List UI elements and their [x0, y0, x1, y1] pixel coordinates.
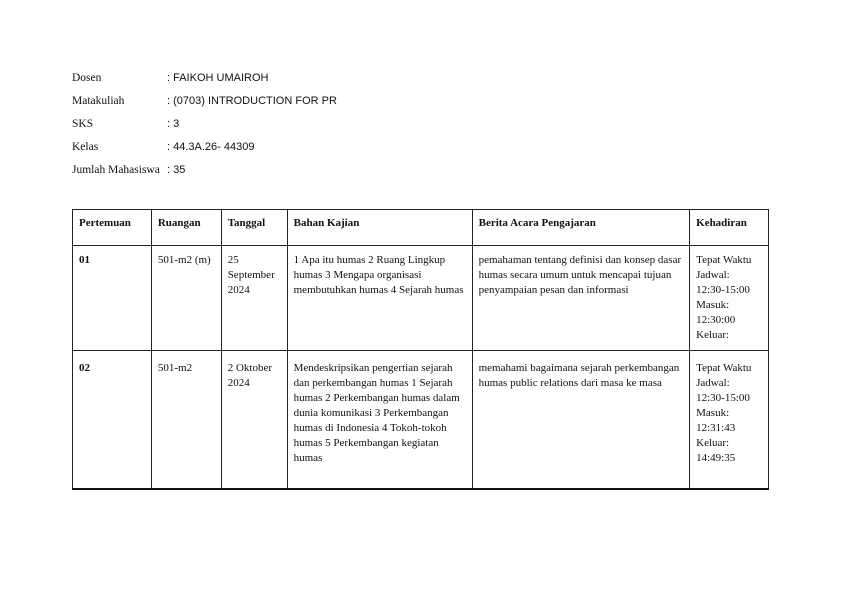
check-in-label: Masuk:	[696, 407, 730, 419]
info-sks	[72, 117, 337, 140]
cell-berita-acara: memahami bagaimana sejarah perkembangan humas public relations dari masa ke masa	[472, 351, 690, 490]
check-out-label: Keluar:	[696, 437, 730, 449]
info-value: : FAIKOH UMAIROH	[167, 72, 269, 84]
info-label: Jumlah Mahasiswa	[72, 164, 160, 176]
cell-pertemuan: 02	[73, 351, 152, 490]
header-tanggal: Tanggal	[221, 210, 287, 246]
table-header-row	[73, 210, 769, 246]
cell-tanggal: 25 September 2024	[221, 246, 287, 351]
schedule-label: Jadwal:	[696, 269, 730, 281]
header-ruangan: Ruangan	[151, 210, 221, 246]
attendance-status: Tepat Waktu	[696, 362, 752, 374]
table-row	[73, 351, 769, 490]
table-row	[73, 246, 769, 351]
info-value: : 44.3A.26- 44309	[167, 141, 255, 153]
cell-ruangan: 501-m2	[151, 351, 221, 490]
check-in-label: Masuk:	[696, 299, 730, 311]
cell-bahan-kajian: Mendeskripsikan pengertian sejarah dan perkembangan humas 1 Sejarah humas 2 Perkembangan humas dalam dunia komunikasi 3 Perkembangan humas di Indonesia 4 Tokoh-tokoh humas 5 Perkembangan kegiatan humas	[287, 351, 472, 490]
check-in-value: 12:30:00	[696, 314, 736, 326]
info-jumlah	[72, 163, 337, 186]
check-out-label: Keluar:	[696, 329, 730, 341]
info-label: Dosen	[72, 72, 102, 84]
cell-bahan-kajian: 1 Apa itu humas 2 Ruang Lingkup humas 3 Mengapa organisasi membutuhkan humas 4 Sejarah humas	[287, 246, 472, 351]
attendance-table	[72, 209, 769, 490]
check-out-value: 14:49:35	[696, 452, 736, 464]
info-value: : 35	[167, 164, 186, 176]
info-kelas	[72, 140, 337, 163]
check-in-value: 12:31:43	[696, 422, 736, 434]
schedule-value: 12:30-15:00	[696, 392, 750, 404]
cell-berita-acara: pemahaman tentang definisi dan konsep dasar humas secara umum untuk mencapai tujuan penyampaian pesan dan informasi	[472, 246, 690, 351]
cell-kehadiran	[690, 351, 769, 490]
schedule-value: 12:30-15:00	[696, 284, 750, 296]
info-matakuliah	[72, 94, 337, 117]
course-info	[72, 71, 337, 186]
info-value: : (0703) INTRODUCTION FOR PR	[167, 95, 337, 107]
schedule-label: Jadwal:	[696, 377, 730, 389]
cell-kehadiran	[690, 246, 769, 351]
cell-tanggal: 2 Oktober 2024	[221, 351, 287, 490]
header-kehadiran: Kehadiran	[690, 210, 769, 246]
attendance-status: Tepat Waktu	[696, 254, 752, 266]
header-berita-acara: Berita Acara Pengajaran	[472, 210, 690, 246]
cell-pertemuan: 01	[73, 246, 152, 351]
header-pertemuan: Pertemuan	[73, 210, 152, 246]
info-dosen	[72, 71, 337, 94]
info-label: Kelas	[72, 141, 99, 153]
cell-ruangan: 501-m2 (m)	[151, 246, 221, 351]
info-label: SKS	[72, 118, 94, 130]
header-bahan-kajian: Bahan Kajian	[287, 210, 472, 246]
info-label: Matakuliah	[72, 95, 125, 107]
info-value: : 3	[167, 118, 180, 130]
